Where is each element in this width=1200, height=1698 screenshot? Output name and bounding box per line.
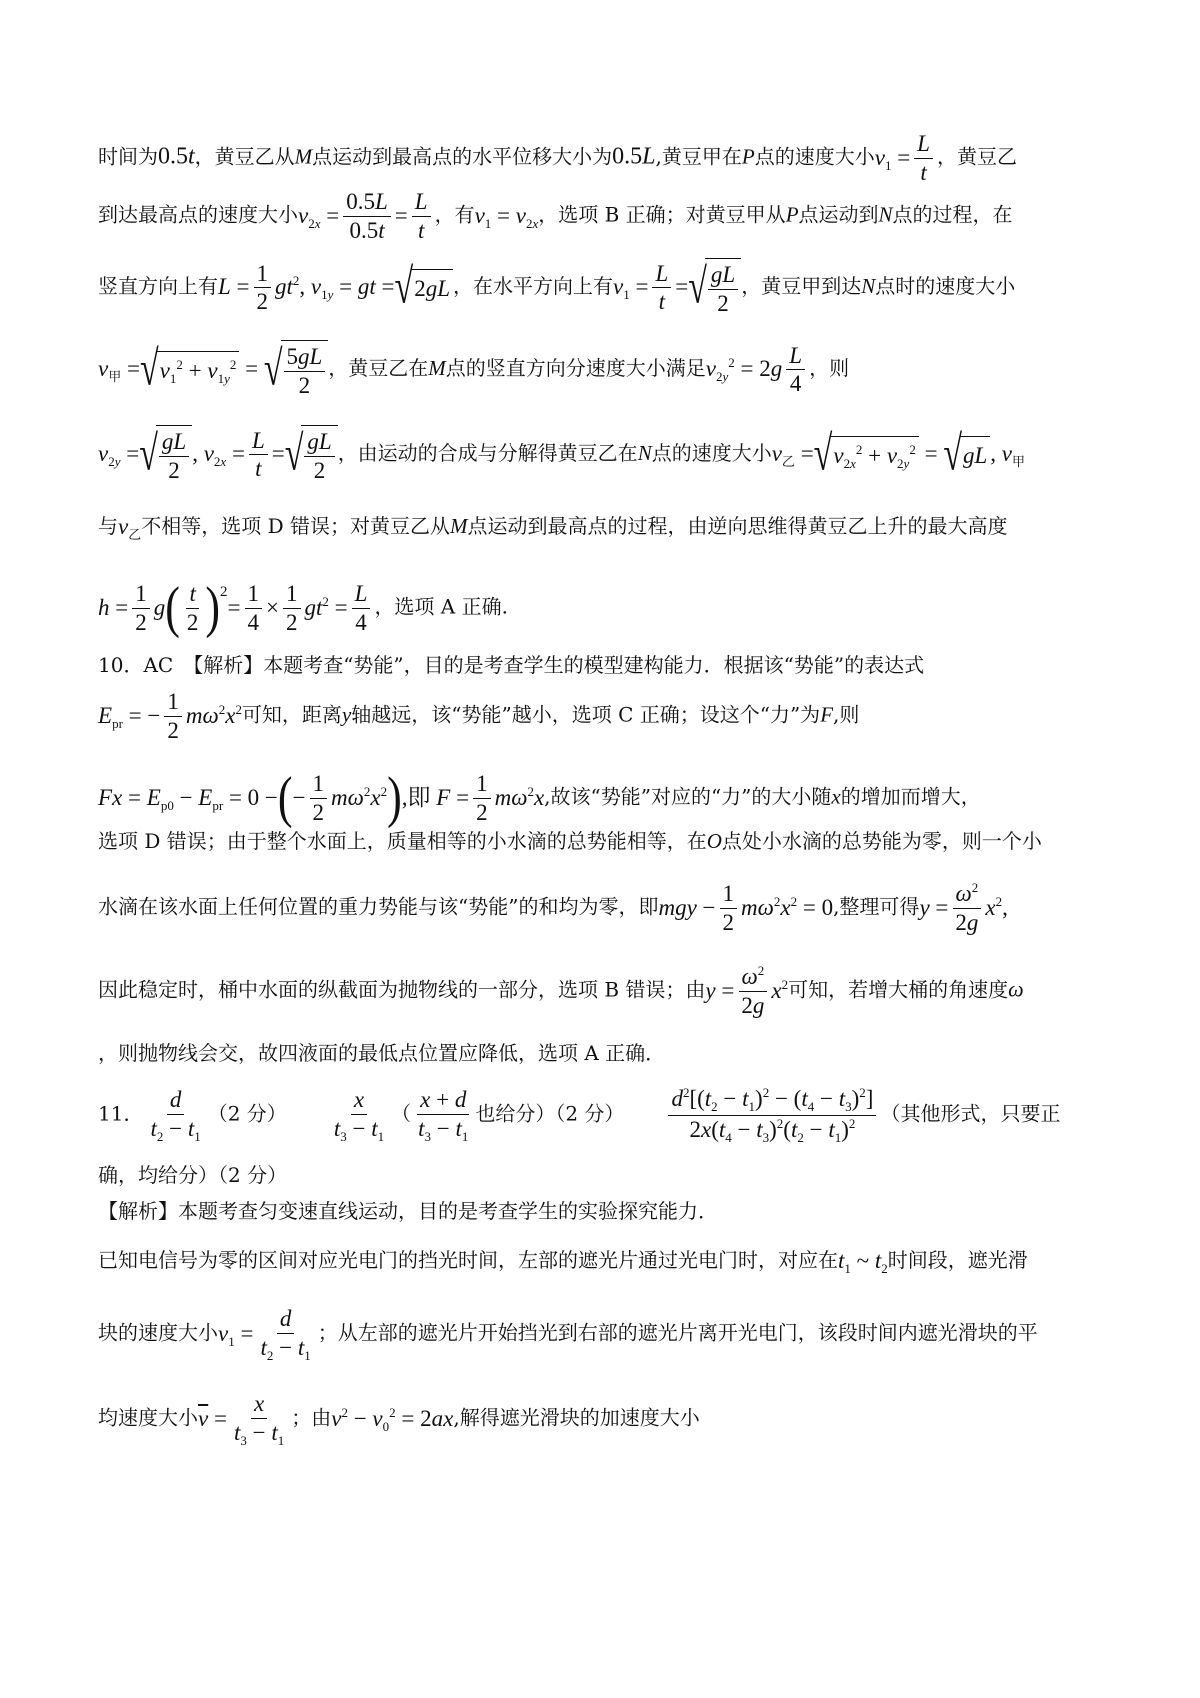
p10-line-3: $Fx = E_{p0} - E_{pr} = 0$ −(− $\frac{1}{2}$ $m\omega^2x^2$),即 F = $\frac{1}{2}$ $m\omega^2x$,故该“势能”对应的“力”的大小随x的增加而增大， — [98, 765, 981, 830]
text: 可知，若增大桶的角速度 — [788, 977, 1009, 1002]
text: 10．AC 【解析】本题考查“势能”，目的是考查学生的模型建构能力．根据该“势能”的表达式 — [98, 653, 925, 677]
text: ，黄豆乙从 — [194, 144, 295, 169]
text: 点的速度大小 — [754, 144, 875, 169]
p9-line-2: 到达最高点的速度大小$v_{2x}$ = $\frac{0.5L}{0.5t}$ = $\frac{L}{t}$ ，有$v_1 = v_{2x}$，选项 B 正确；对黄豆甲从P点运动到N点的过程，在 — [98, 189, 1013, 243]
text: ，则 — [809, 356, 850, 381]
text: ，有 — [434, 202, 475, 227]
p11-line-2 — [98, 1160, 1110, 1190]
p10-line-6: 因此稳定时，桶中水面的纵截面为抛物线的一部分，选项 B 错误；由y = $\frac{\omega^2}{2g}$ $x^2$可知，若增大桶的角速度ω — [98, 963, 1024, 1018]
text: ,黄豆甲在 — [655, 144, 742, 169]
p11-line-5: 块的速度大小$v_1$ = $\frac{d}{t_2 - t_1}$ ；从左部的遮光片开始挡光到右部的遮光片离开光电门，该段时间内遮光滑块的平 — [98, 1306, 1038, 1363]
text: 点的竖直方向分速度大小满足 — [445, 356, 706, 381]
p9-line-1: 时间为0.5t，黄豆乙从M点运动到最高点的水平位移大小为0.5L,黄豆甲在P点的速度大小$v_1$ = $\frac{L}{t}$ ，黄豆乙 — [98, 131, 1017, 185]
text: （2 分） — [207, 1101, 287, 1126]
p10-line-4: 选项 D 错误；由于整个水面上，质量相等的小水滴的总势能相等，在O点处小水滴的总势能为零，则一个小 — [98, 829, 1042, 853]
p10-line-5: 水滴在该水面上任何位置的重力势能与该“势能”的和均为零，即mgy − $\frac{1}{2}$ $m\omega^2x^2 = 0$,整理可得y = $\frac{\omega^2}{2g}$ $x^2$, — [98, 880, 1008, 935]
text: 也给分）（2 分） — [475, 1101, 625, 1126]
text: 轴越远，该“势能”越小，选项 C 正确；设这个“力”为 — [351, 702, 821, 727]
text: ,整理可得 — [833, 894, 920, 919]
text: ，在水平方向上有 — [453, 274, 613, 299]
text: ，由运动的合成与分解得黄豆乙在 — [337, 441, 638, 466]
text: 确，均给分）（2 分） — [98, 1163, 288, 1187]
p10-line-1 — [98, 650, 1110, 680]
p9-line-4: $v_甲$ = √ $v_1^2 + v_{1y}^2$ = √ $\frac{5gL}{2}$ ，黄豆乙在M点的竖直方向分速度大小满足$v_{2y}^2 = 2g$ $\frac{L}{4}$ ，则 — [98, 340, 1110, 399]
text: 均速度大小 — [98, 1405, 198, 1430]
text: （其他形式，只要正 — [880, 1101, 1061, 1126]
text: ；由 — [291, 1405, 332, 1430]
text: ，选项 B 正确；对黄豆甲从 — [538, 202, 786, 227]
text: 点时的速度大小 — [875, 274, 1016, 299]
text: 11． — [98, 1101, 144, 1126]
text: 块的速度大小 — [98, 1320, 218, 1345]
text: 到达最高点的速度大小 — [98, 202, 298, 227]
text: ，黄豆乙在 — [328, 356, 429, 381]
text: 已知电信号为零的区间对应光电门的挡光时间，左部的遮光片通过光电门时，对应在 — [98, 1247, 838, 1272]
text: 的增加而增大， — [840, 784, 981, 809]
text: 因此稳定时，桶中水面的纵截面为抛物线的一部分，选项 B 错误；由 — [98, 977, 706, 1002]
p9-line-3: 竖直方向上有L = $\frac{1}{2}$ $gt^2$, $v_{1y}$ = gt = √ 2gL ，在水平方向上有$v_1$ = $\frac{L}{t}$ = √ $\frac{gL}{2}$ ，黄豆甲到达N点时的速度大小 — [98, 258, 1110, 317]
text: ；从左部的遮光片开始挡光到右部的遮光片离开光电门，该段时间内遮光滑块的平 — [317, 1320, 1038, 1345]
p11-line-1: 11． $\frac{d}{t_2 - t_1}$ （2 分） $\frac{x}{t_3 - t_1}$ （ $\frac{x + d}{t_3 - t_1}$ 也给分）（2 分） $\frac{d^2[(t_2 - t_1)^2 - (t_4 - t_3)^2]}{2x(t_4 - t_3)^2(t_2 - t_1)^2}$ （其他形式，只要正 — [98, 1085, 1061, 1145]
text: 竖直方向上有 — [98, 274, 218, 299]
text: 点的过程，在 — [892, 202, 1013, 227]
p11-line-3 — [98, 1196, 1110, 1226]
text: ,故该“势能”对应的“力”的大小随 — [544, 784, 832, 809]
p11-line-4: 已知电信号为零的区间对应光电门的挡光时间，左部的遮光片通过光电门时，对应在$t_1$ ~ $t_2$时间段，遮光滑 — [98, 1247, 1028, 1276]
text: 水滴在该水面上任何位置的重力势能与该“势能”的和均为零，即 — [98, 894, 659, 919]
text: 选项 D 错误；由于整个水面上，质量相等的小水滴的总势能相等，在 — [98, 829, 707, 853]
text: ，则抛物线会交，故四液面的最低点位置应降低，选项 A 正确． — [98, 1041, 666, 1065]
text: 可知，距离 — [241, 702, 342, 727]
text: 点处小水滴的总势能为零，则一个小 — [721, 829, 1042, 853]
text: （ — [391, 1101, 412, 1126]
text: ,解得遮光滑块的加速度大小 — [453, 1405, 700, 1430]
text: 时间为 — [98, 144, 158, 169]
text: 与 — [98, 513, 118, 538]
text: 点运动到最高点的水平位移大小为 — [312, 144, 613, 169]
p10-line-2: $E_{pr}$ = − $\frac{1}{2}$ $m\omega^2x^2$可知，距离y轴越远，该“势能”越小，选项 C 正确；设这个“力”为F,则 — [98, 689, 860, 743]
text: 时间段，遮光滑 — [887, 1247, 1028, 1272]
text: ，黄豆乙 — [936, 144, 1017, 169]
text: 点运动到最高点的过程，由逆向思维得黄豆乙上升的最大高度 — [467, 513, 1008, 538]
p11-line-6: 均速度大小$\overline{v}$ = $\frac{x}{t_3 - t_1}$ ；由$v^2 - v_0^2 = 2ax$,解得遮光滑块的加速度大小 — [98, 1391, 700, 1448]
p9-line-7: h = $\frac{1}{2}$ g( $\frac{t}{2}$ )2= $\frac{1}{4}$ × $\frac{1}{2}$ $gt^2$ = $\frac{L}{4}$ ，选项 A 正确. — [98, 575, 508, 640]
text: ，选项 A 正确. — [374, 594, 508, 619]
text: 不相等，选项 D 错误；对黄豆乙从 — [141, 513, 450, 538]
text: 点运动到 — [798, 202, 879, 227]
text: 【解析】本题考查匀变速直线运动，目的是考查学生的实验探究能力． — [98, 1199, 718, 1223]
text: ，黄豆甲到达 — [741, 274, 862, 299]
p9-line-6: 与$v_乙$不相等，选项 D 错误；对黄豆乙从M点运动到最高点的过程，由逆向思维得黄豆乙上升的最大高度 — [98, 513, 1008, 542]
p9-line-5: $v_{2y}$ = √ $\frac{gL}{2}$ , $v_{2x}$ = $\frac{L}{t}$ = √ $\frac{gL}{2}$ ，由运动的合成与分解得黄豆乙在N点的速度大小$v_乙$ = √ $v_{2x}^2 + v_{2y}^2$ = √ gL , $v_甲$ — [98, 425, 1110, 484]
p10-line-7 — [98, 1038, 1110, 1068]
text: 点的速度大小 — [651, 441, 772, 466]
